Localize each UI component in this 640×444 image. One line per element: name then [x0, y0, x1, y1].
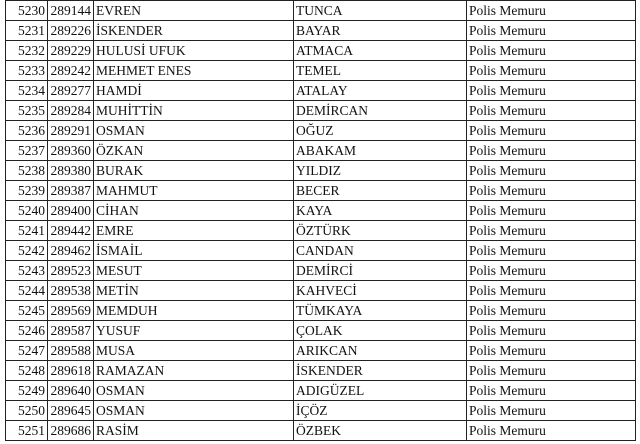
last-name-cell: OĞUZ: [294, 121, 467, 141]
table-row: [6, 401, 636, 421]
table-row: [6, 241, 636, 261]
registry-number-cell: 289523: [48, 261, 94, 281]
first-name-cell: MUSA: [94, 341, 294, 361]
row-number-cell: 5250: [6, 401, 48, 421]
table-row: [6, 321, 636, 341]
first-name-cell: RASİM: [94, 421, 294, 441]
last-name-cell: KAYA: [294, 201, 467, 221]
title-cell: Polis Memuru: [467, 161, 636, 181]
row-number-cell: 5249: [6, 381, 48, 401]
table-row: [6, 261, 636, 281]
table-row: [6, 21, 636, 41]
table-row: [6, 41, 636, 61]
row-number-cell: 5232: [6, 41, 48, 61]
title-cell: Polis Memuru: [467, 141, 636, 161]
first-name-cell: EVREN: [94, 1, 294, 21]
registry-number-cell: 289686: [48, 421, 94, 441]
table-row: [6, 421, 636, 441]
title-cell: Polis Memuru: [467, 61, 636, 81]
first-name-cell: OSMAN: [94, 401, 294, 421]
table-row: [6, 61, 636, 81]
title-cell: Polis Memuru: [467, 401, 636, 421]
last-name-cell: ÖZTÜRK: [294, 221, 467, 241]
registry-number-cell: 289645: [48, 401, 94, 421]
first-name-cell: MUHİTTİN: [94, 101, 294, 121]
title-cell: Polis Memuru: [467, 81, 636, 101]
row-number-cell: 5247: [6, 341, 48, 361]
row-number-cell: 5237: [6, 141, 48, 161]
row-number-cell: 5246: [6, 321, 48, 341]
title-cell: Polis Memuru: [467, 181, 636, 201]
registry-number-cell: 289462: [48, 241, 94, 261]
title-cell: Polis Memuru: [467, 361, 636, 381]
row-number-cell: 5238: [6, 161, 48, 181]
table-row: [6, 361, 636, 381]
table-row: [6, 101, 636, 121]
last-name-cell: DEMİRCİ: [294, 261, 467, 281]
table-row: [6, 201, 636, 221]
first-name-cell: MEHMET ENES: [94, 61, 294, 81]
last-name-cell: KAHVECİ: [294, 281, 467, 301]
registry-number-cell: 289226: [48, 21, 94, 41]
first-name-cell: METİN: [94, 281, 294, 301]
last-name-cell: DEMİRCAN: [294, 101, 467, 121]
last-name-cell: BECER: [294, 181, 467, 201]
title-cell: Polis Memuru: [467, 321, 636, 341]
registry-number-cell: 289387: [48, 181, 94, 201]
registry-number-cell: 289588: [48, 341, 94, 361]
table-row: [6, 181, 636, 201]
title-cell: Polis Memuru: [467, 21, 636, 41]
row-number-cell: 5244: [6, 281, 48, 301]
table-row: [6, 81, 636, 101]
last-name-cell: CANDAN: [294, 241, 467, 261]
title-cell: Polis Memuru: [467, 101, 636, 121]
row-number-cell: 5239: [6, 181, 48, 201]
row-number-cell: 5236: [6, 121, 48, 141]
registry-number-cell: 289284: [48, 101, 94, 121]
table-row: [6, 1, 636, 21]
table-row: [6, 281, 636, 301]
first-name-cell: MESUT: [94, 261, 294, 281]
personnel-table-body: [6, 1, 636, 441]
table-row: [6, 141, 636, 161]
registry-number-cell: 289277: [48, 81, 94, 101]
registry-number-cell: 289360: [48, 141, 94, 161]
row-number-cell: 5240: [6, 201, 48, 221]
registry-number-cell: 289618: [48, 361, 94, 381]
title-cell: Polis Memuru: [467, 41, 636, 61]
title-cell: Polis Memuru: [467, 1, 636, 21]
personnel-table: [5, 0, 636, 441]
last-name-cell: BAYAR: [294, 21, 467, 41]
registry-number-cell: 289538: [48, 281, 94, 301]
title-cell: Polis Memuru: [467, 421, 636, 441]
table-row: [6, 341, 636, 361]
row-number-cell: 5241: [6, 221, 48, 241]
first-name-cell: İSMAİL: [94, 241, 294, 261]
first-name-cell: MAHMUT: [94, 181, 294, 201]
last-name-cell: İÇÖZ: [294, 401, 467, 421]
first-name-cell: EMRE: [94, 221, 294, 241]
last-name-cell: TEMEL: [294, 61, 467, 81]
registry-number-cell: 289291: [48, 121, 94, 141]
title-cell: Polis Memuru: [467, 381, 636, 401]
first-name-cell: HULUSİ UFUK: [94, 41, 294, 61]
registry-number-cell: 289380: [48, 161, 94, 181]
registry-number-cell: 289569: [48, 301, 94, 321]
last-name-cell: ÇOLAK: [294, 321, 467, 341]
row-number-cell: 5242: [6, 241, 48, 261]
title-cell: Polis Memuru: [467, 221, 636, 241]
first-name-cell: OSMAN: [94, 381, 294, 401]
last-name-cell: ATALAY: [294, 81, 467, 101]
last-name-cell: YILDIZ: [294, 161, 467, 181]
first-name-cell: YUSUF: [94, 321, 294, 341]
table-row: [6, 121, 636, 141]
table-row: [6, 161, 636, 181]
registry-number-cell: 289640: [48, 381, 94, 401]
row-number-cell: 5251: [6, 421, 48, 441]
title-cell: Polis Memuru: [467, 121, 636, 141]
table-row: [6, 381, 636, 401]
registry-number-cell: 289229: [48, 41, 94, 61]
title-cell: Polis Memuru: [467, 241, 636, 261]
last-name-cell: ARIKCAN: [294, 341, 467, 361]
table-row: [6, 221, 636, 241]
first-name-cell: CİHAN: [94, 201, 294, 221]
registry-number-cell: 289144: [48, 1, 94, 21]
row-number-cell: 5231: [6, 21, 48, 41]
registry-number-cell: 289442: [48, 221, 94, 241]
first-name-cell: HAMDİ: [94, 81, 294, 101]
last-name-cell: ABAKAM: [294, 141, 467, 161]
first-name-cell: ÖZKAN: [94, 141, 294, 161]
row-number-cell: 5233: [6, 61, 48, 81]
table-row: [6, 301, 636, 321]
last-name-cell: İSKENDER: [294, 361, 467, 381]
last-name-cell: ÖZBEK: [294, 421, 467, 441]
first-name-cell: BURAK: [94, 161, 294, 181]
row-number-cell: 5243: [6, 261, 48, 281]
last-name-cell: TUNCA: [294, 1, 467, 21]
first-name-cell: RAMAZAN: [94, 361, 294, 381]
row-number-cell: 5235: [6, 101, 48, 121]
registry-number-cell: 289400: [48, 201, 94, 221]
first-name-cell: MEMDUH: [94, 301, 294, 321]
row-number-cell: 5234: [6, 81, 48, 101]
last-name-cell: TÜMKAYA: [294, 301, 467, 321]
first-name-cell: İSKENDER: [94, 21, 294, 41]
first-name-cell: OSMAN: [94, 121, 294, 141]
last-name-cell: ATMACA: [294, 41, 467, 61]
row-number-cell: 5248: [6, 361, 48, 381]
title-cell: Polis Memuru: [467, 301, 636, 321]
title-cell: Polis Memuru: [467, 281, 636, 301]
row-number-cell: 5230: [6, 1, 48, 21]
registry-number-cell: 289242: [48, 61, 94, 81]
last-name-cell: ADIGÜZEL: [294, 381, 467, 401]
title-cell: Polis Memuru: [467, 201, 636, 221]
title-cell: Polis Memuru: [467, 261, 636, 281]
title-cell: Polis Memuru: [467, 341, 636, 361]
registry-number-cell: 289587: [48, 321, 94, 341]
row-number-cell: 5245: [6, 301, 48, 321]
